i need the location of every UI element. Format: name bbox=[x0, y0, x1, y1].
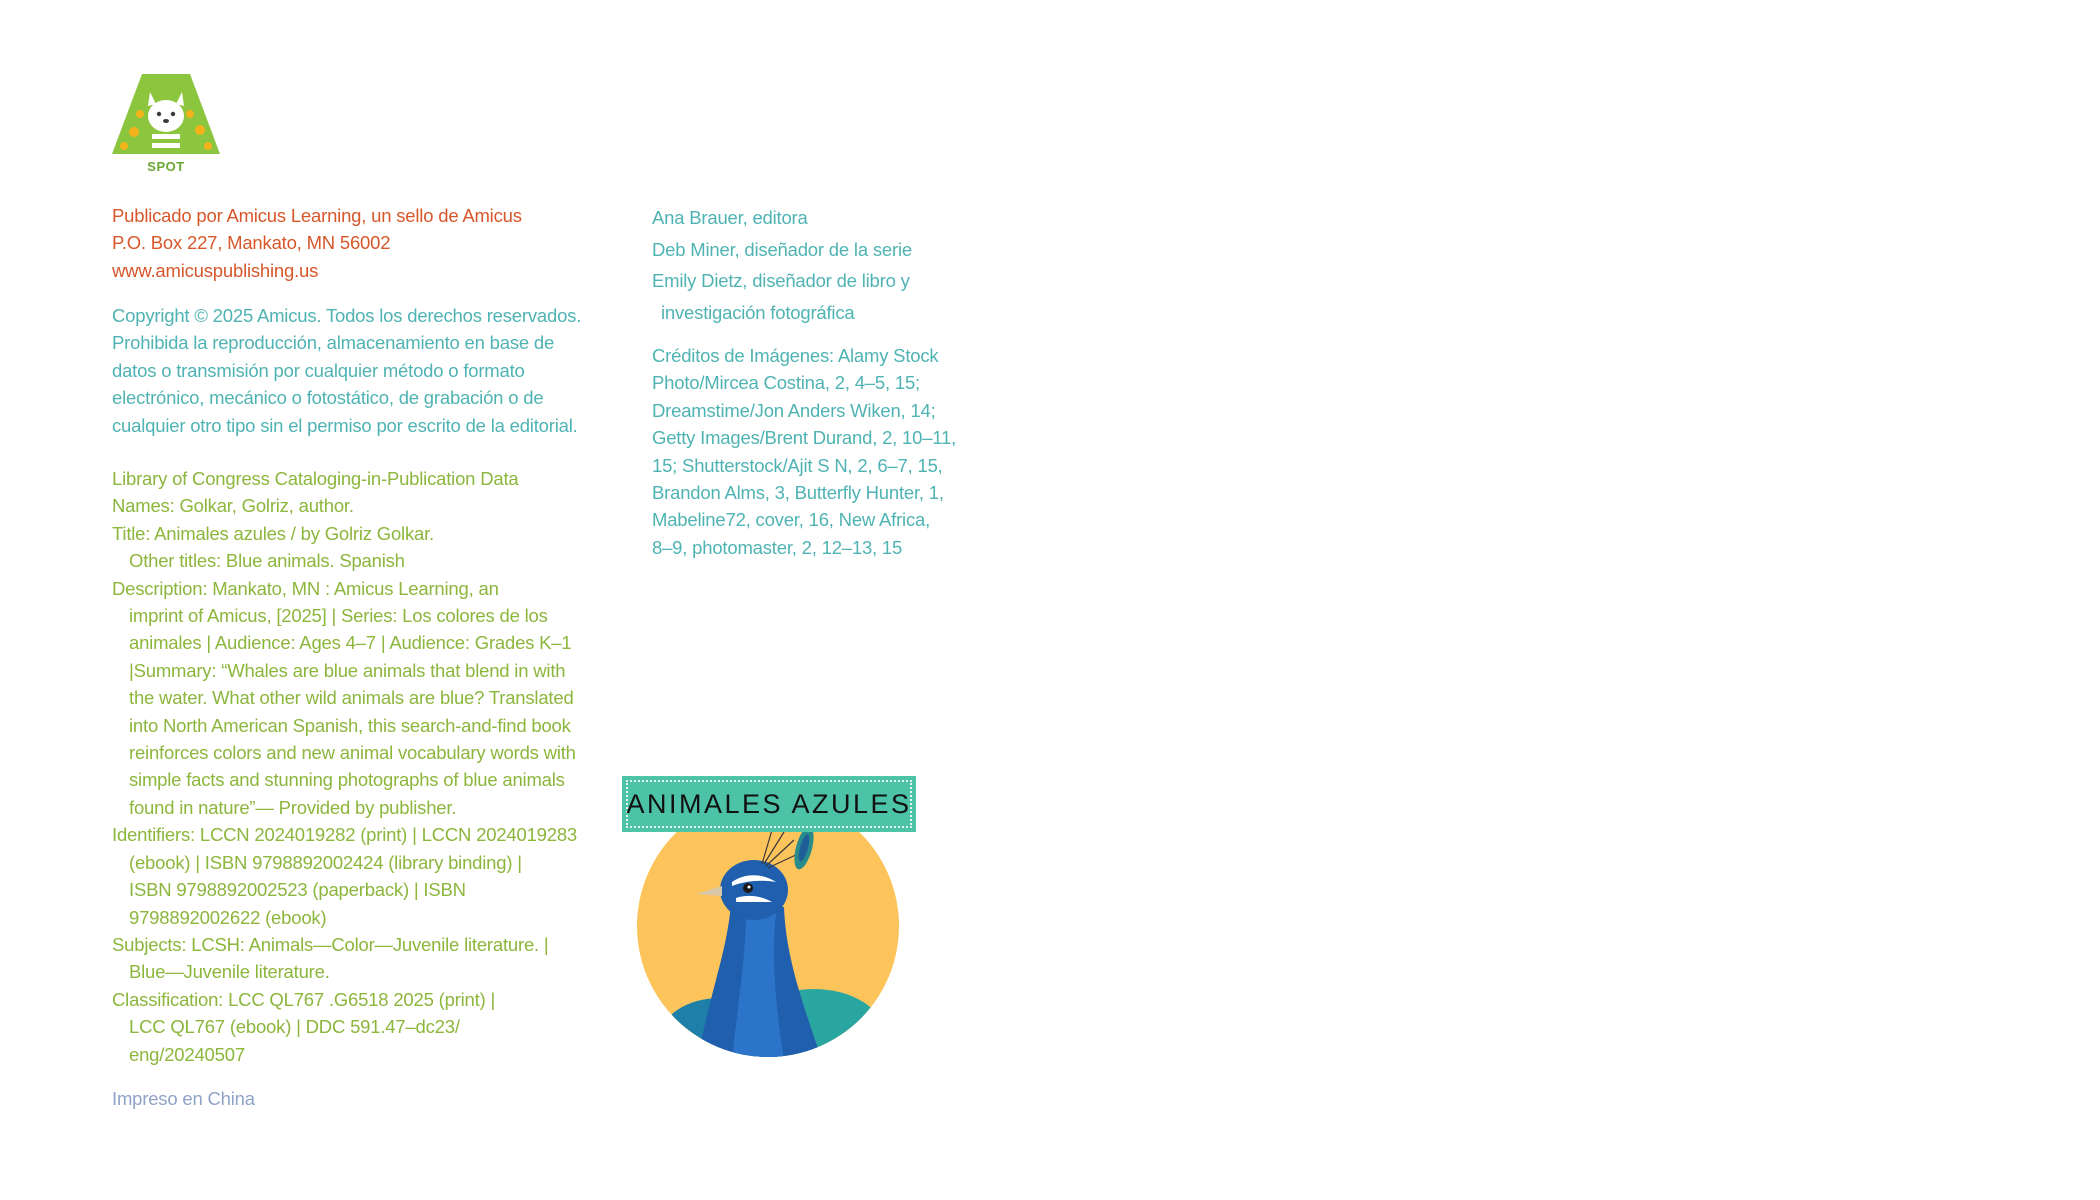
copyright-notice bbox=[112, 302, 581, 439]
staff-line: investigación fotográfica bbox=[661, 301, 855, 323]
cip-line: into North American Spanish, this search-and-find book bbox=[129, 714, 571, 736]
publisher-website[interactable]: www.amicuspublishing.us bbox=[112, 259, 319, 281]
staff-line: Emily Dietz, diseñador de libro y bbox=[652, 270, 910, 292]
cip-line: Identifiers: LCCN 2024019282 (print) | LCCN 2024019283 bbox=[112, 824, 578, 846]
cip-line: eng/20240507 bbox=[129, 1043, 245, 1065]
cip-line: 9798892002622 (ebook) bbox=[129, 906, 327, 928]
cip-line: Title: Animales azules / by Golriz Golkar. bbox=[112, 522, 434, 544]
credits-line: Dreamstime/Jon Anders Wiken, 14; bbox=[652, 399, 936, 421]
image-credits bbox=[652, 342, 956, 561]
copyright-line: cualquier otro tipo sin el permiso por escrito de la editorial. bbox=[112, 414, 578, 436]
credits-line: 15; Shutterstock/Ajit S N, 2, 6–7, 15, bbox=[652, 454, 943, 476]
cip-line: the water. What other wild animals are blue? Translated bbox=[129, 687, 574, 709]
printed-in: Impreso en China bbox=[112, 1088, 255, 1109]
cip-line: animales | Audience: Ages 4–7 | Audience: Grades K–1 bbox=[129, 632, 572, 654]
cip-line: Blue—Juvenile literature. bbox=[129, 961, 330, 983]
cip-line: LCC QL767 (ebook) | DDC 591.47–dc23/ bbox=[129, 1016, 460, 1038]
cip-line: imprint of Amicus, [2025] | Series: Los colores de los bbox=[129, 605, 548, 627]
copyright-line: electrónico, mecánico o fotostático, de grabación o de bbox=[112, 387, 544, 409]
staff-line: Ana Brauer, editora bbox=[652, 207, 808, 228]
copyright-line: Prohibida la reproducción, almacenamiento en base de bbox=[112, 332, 555, 354]
credits-line: Brandon Alms, 3, Butterfly Hunter, 1, bbox=[652, 482, 944, 504]
cip-line: found in nature”— Provided by publisher. bbox=[129, 796, 457, 818]
cip-line: |Summary: “Whales are blue animals that blend in with bbox=[129, 659, 566, 681]
publisher-line: Publicado por Amicus Learning, un sello de Amicus bbox=[112, 205, 522, 226]
cip-line: (ebook) | ISBN 9798892002424 (library binding) | bbox=[129, 851, 522, 873]
cip-line: reinforces colors and new animal vocabulary words with bbox=[129, 742, 576, 764]
copyright-line: Copyright © 2025 Amicus. Todos los derechos reservados. bbox=[112, 305, 582, 326]
cip-line: Other titles: Blue animals. Spanish bbox=[129, 550, 405, 572]
publisher-info bbox=[112, 202, 522, 284]
cip-line: Library of Congress Cataloging-in-Publication Data bbox=[112, 468, 519, 489]
credits-line: Créditos de Imágenes: Alamy Stock bbox=[652, 345, 939, 366]
cip-line: simple facts and stunning photographs of blue animals bbox=[129, 769, 565, 791]
cip-line: Classification: LCC QL767 .G6518 2025 (print) | bbox=[112, 988, 496, 1010]
cip-line: ISBN 9798892002523 (paperback) | ISBN bbox=[129, 879, 466, 901]
cip-line: Subjects: LCSH: Animals—Color—Juvenile literature. | bbox=[112, 933, 549, 955]
spot-logo bbox=[112, 74, 220, 176]
book-cover bbox=[622, 776, 916, 1058]
cover-title: ANIMALES AZULES bbox=[626, 788, 912, 819]
cataloging-data bbox=[112, 465, 577, 1068]
credits-line: Getty Images/Brent Durand, 2, 10–11, bbox=[652, 427, 957, 449]
credits-line: Photo/Mircea Costina, 2, 4–5, 15; bbox=[652, 372, 920, 394]
credits-line: Mabeline72, cover, 16, New Africa, bbox=[652, 509, 931, 531]
credits-line: 8–9, photomaster, 2, 12–13, 15 bbox=[652, 536, 903, 558]
logo-text: SPOT bbox=[147, 159, 185, 174]
copyright-line: datos o transmisión por cualquier método o formato bbox=[112, 359, 525, 381]
staff-line: Deb Miner, diseñador de la serie bbox=[652, 238, 912, 260]
publisher-address: P.O. Box 227, Mankato, MN 56002 bbox=[112, 232, 391, 254]
staff-credits bbox=[652, 202, 912, 328]
cip-line: Names: Golkar, Golriz, author. bbox=[112, 495, 354, 517]
cip-line: Description: Mankato, MN : Amicus Learning, an bbox=[112, 577, 499, 599]
cover-banner bbox=[622, 776, 916, 832]
peacock-photo bbox=[636, 812, 900, 1058]
